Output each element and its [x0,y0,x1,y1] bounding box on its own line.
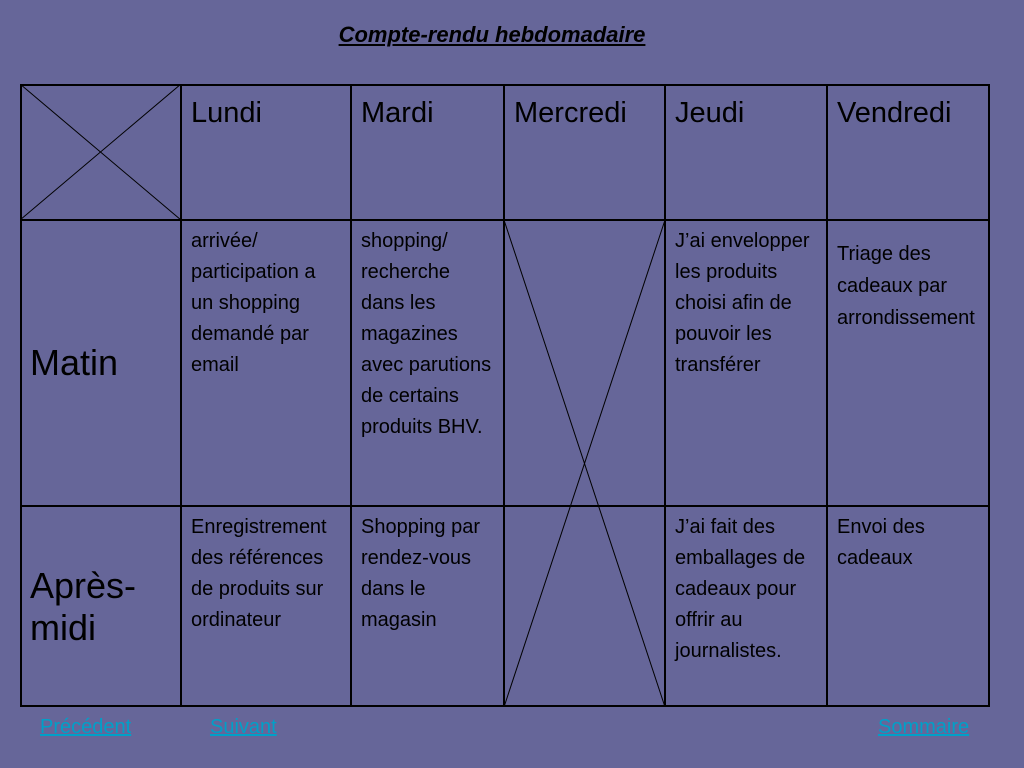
header-lundi: Lundi [191,97,262,129]
cell-apresmidi-mardi: Shopping par rendez-vous dans le magasin [361,516,480,631]
cell-apresmidi-vendredi: Envoi des cadeaux [837,516,925,569]
cell-matin-lundi: arrivée/ participation a un shopping demandé par email [191,230,316,376]
next-link[interactable]: Suivant [210,716,277,738]
header-mardi: Mardi [361,97,434,129]
row-label-apres-midi: Après-midi [30,564,137,648]
summary-link[interactable]: Sommaire [878,716,970,738]
page-title: Compte-rendu hebdomadaire [338,22,646,47]
previous-link[interactable]: Précédent [40,716,132,738]
cell-matin-vendredi: Triage des cadeaux par arrondissement [837,243,975,329]
cell-apresmidi-lundi: Enregistrement des références de produits sur ordinateur [191,516,327,631]
cell-apresmidi-jeudi: J’ai fait des emballages de cadeaux pour offrir au journalistes. [675,516,806,662]
weekly-report-table [20,84,990,707]
cell-matin-jeudi: J’ai envelopper les produits choisi afin de pouvoir les transférer [675,230,810,376]
header-jeudi: Jeudi [675,97,745,129]
row-label-matin: Matin [30,342,119,383]
header-mercredi: Mercredi [514,97,627,129]
cell-matin-mardi: shopping/ recherche dans les magazines avec parutions de certains produits BHV. [361,230,492,438]
header-vendredi: Vendredi [837,97,952,129]
